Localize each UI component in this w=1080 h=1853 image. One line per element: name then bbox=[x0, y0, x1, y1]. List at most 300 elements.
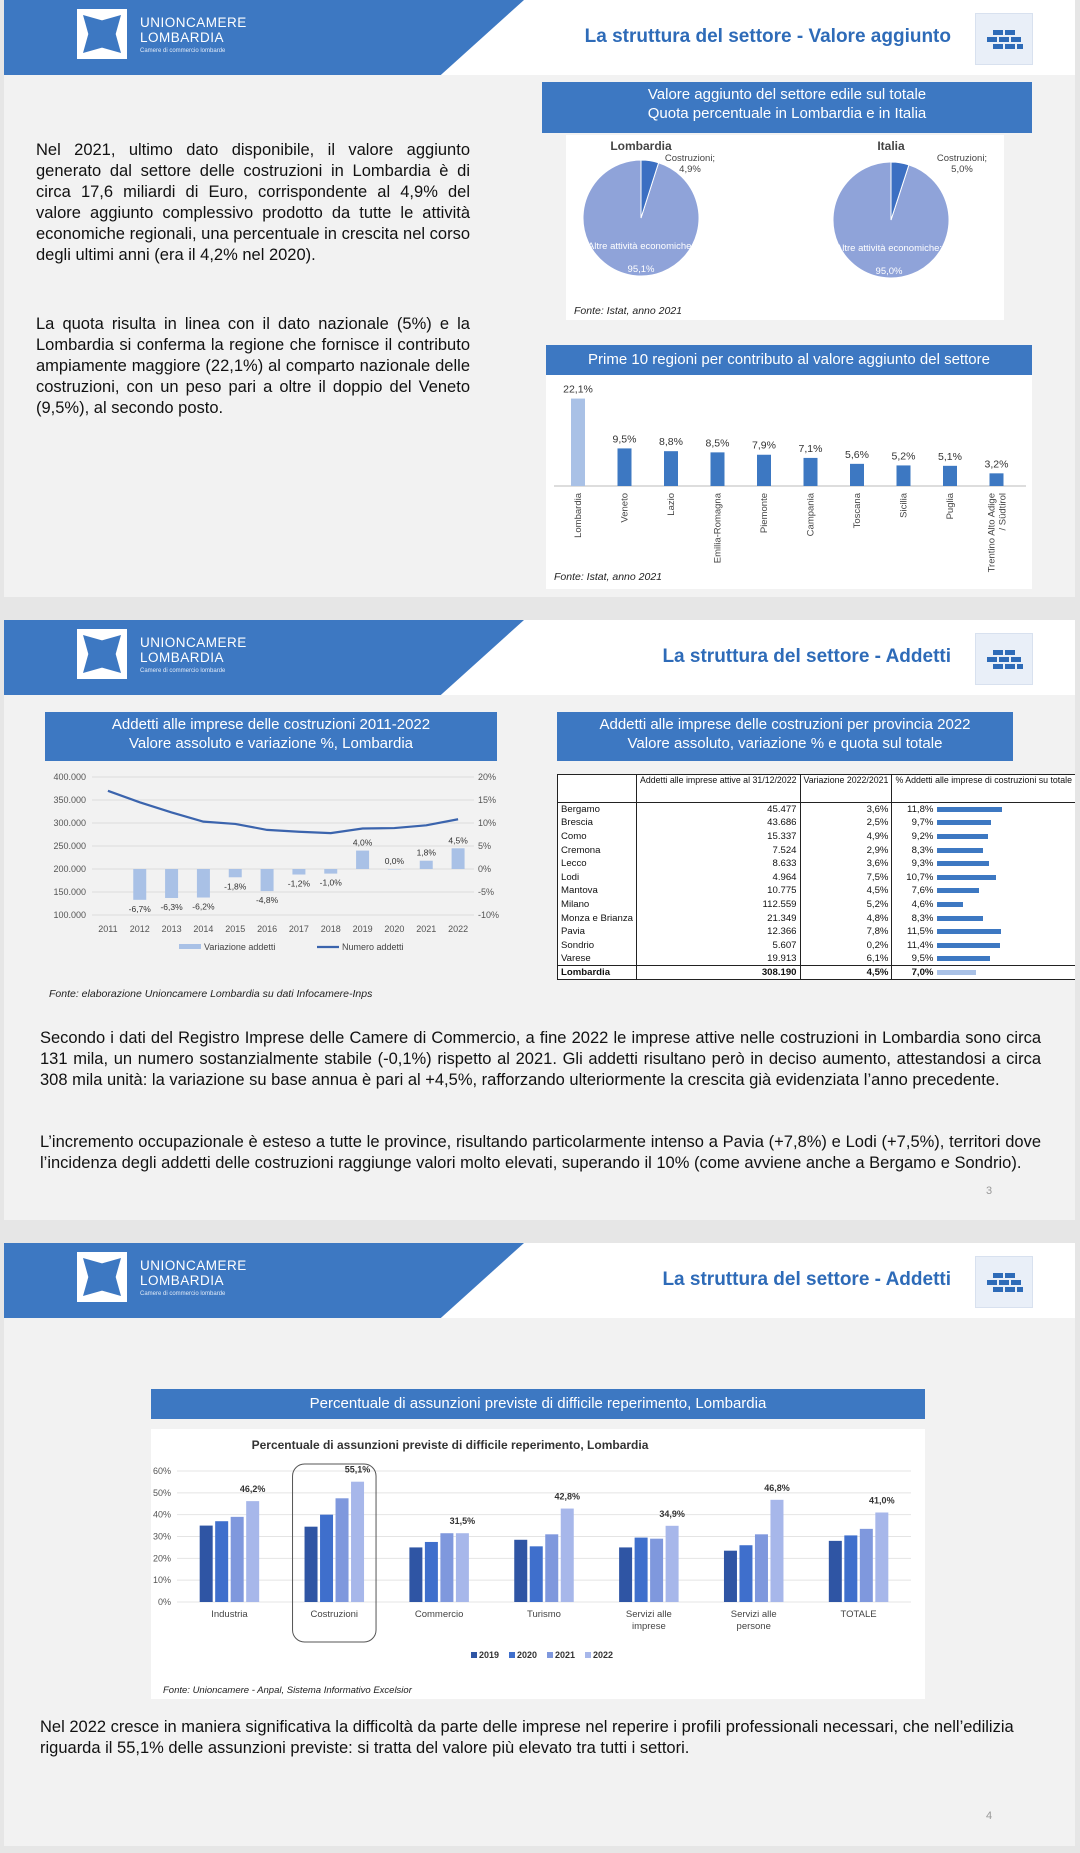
regions-category-label bbox=[573, 492, 584, 538]
table-cell-var: 4,9% bbox=[800, 830, 892, 844]
bricks-icon bbox=[975, 13, 1033, 65]
table-cell-addetti: 308.190 bbox=[637, 966, 801, 980]
slide-valore-aggiunto bbox=[4, 0, 1075, 597]
combo-value-label: -4,8% bbox=[255, 895, 279, 906]
difficile-bar-2020 bbox=[320, 1515, 333, 1602]
regions-value-label: 5,1% bbox=[938, 450, 962, 463]
combo-right-tick: -5% bbox=[478, 887, 495, 897]
regions-bar bbox=[711, 452, 725, 486]
slide-header bbox=[4, 1243, 1075, 1318]
difficile-bar-2020 bbox=[844, 1535, 857, 1602]
regions-category-label bbox=[620, 493, 631, 523]
combo-x-tick: 2022 bbox=[448, 924, 469, 934]
combo-bar bbox=[197, 869, 210, 898]
regions-value-label: 7,1% bbox=[798, 442, 823, 455]
table-row bbox=[558, 884, 1076, 898]
table-row bbox=[558, 911, 1076, 925]
table-cell-quota-text: 8,3% bbox=[911, 844, 934, 856]
province-table bbox=[557, 774, 1075, 980]
table-cell-quota-text: 11,8% bbox=[906, 804, 934, 816]
table-quota-bar bbox=[937, 875, 996, 880]
table-cell-addetti: 12.366 bbox=[637, 925, 801, 939]
difficile-bar-2021 bbox=[336, 1498, 349, 1602]
difficile-bar-2019 bbox=[305, 1527, 318, 1602]
regions-bar bbox=[571, 399, 585, 486]
combo-value-label: 4,0% bbox=[352, 837, 373, 848]
table-cell-prov: Bergamo bbox=[558, 803, 637, 817]
difficile-chart-panel bbox=[151, 1429, 925, 1699]
table-cell-var: 4,5% bbox=[800, 884, 892, 898]
combo-bar bbox=[356, 851, 369, 869]
table-cell-var: 3,6% bbox=[800, 803, 892, 817]
difficile-category-label: imprese bbox=[631, 1621, 666, 1632]
difficile-value-label: 46,2% bbox=[239, 1484, 266, 1495]
legend-swatch-2021 bbox=[547, 1652, 553, 1658]
table-cell-prov: Lecco bbox=[558, 857, 637, 871]
combo-x-tick: 2015 bbox=[225, 924, 246, 934]
table-cell-prov: Lombardia bbox=[558, 966, 637, 980]
table-cell-prov: Pavia bbox=[558, 925, 637, 939]
combo-bar bbox=[388, 869, 401, 870]
combo-line-numero-addetti bbox=[108, 791, 458, 833]
table-cell-prov: Lodi bbox=[558, 870, 637, 884]
table-header-variazione: Variazione 2022/2021 bbox=[800, 775, 892, 803]
regions-category-label bbox=[713, 492, 724, 563]
difficile-bar-2022 bbox=[770, 1500, 783, 1602]
combo-bar bbox=[292, 869, 305, 875]
table-cell-prov: Monza e Brianza bbox=[558, 911, 637, 925]
table-cell-addetti: 8.633 bbox=[637, 857, 801, 871]
intro-paragraph-1: Nel 2021, ultimo dato disponibile, il valore aggiunto generato dal settore delle costruzioni in Lombardia è di circa 17,6 miliardi di Euro, corrispondente al 4,9% del valore aggiunto complessivo prodotto da tutte le attività economiche regionali, una percentuale in crescita nel corso degli ultimi anni (era il 4,2% nel 2020). bbox=[36, 141, 470, 264]
difficile-category-label: TOTALE bbox=[840, 1609, 877, 1620]
regions-bar bbox=[804, 458, 818, 486]
legend-label-2021: 2021 bbox=[555, 1650, 576, 1660]
regions-bar-chart bbox=[546, 375, 1032, 589]
table-row bbox=[558, 870, 1076, 884]
pie-italia-value-altre: 95,0% bbox=[875, 266, 903, 277]
table-cell-var: 7,5% bbox=[800, 870, 892, 884]
table-cell-var: 5,2% bbox=[800, 898, 892, 912]
legend-label-2019: 2019 bbox=[479, 1650, 500, 1660]
table-header-quota: % Addetti alle imprese di costruzioni su totale bbox=[892, 775, 1075, 803]
combo-value-label: -6,3% bbox=[160, 901, 183, 912]
table-cell-quota bbox=[892, 898, 1075, 912]
brand-tagline: Camere di commercio lombarde bbox=[140, 668, 226, 674]
table-cell-quota bbox=[892, 966, 1075, 980]
regions-value-label: 5,6% bbox=[845, 448, 869, 461]
province-table-title: Addetti alle imprese delle costruzioni per provincia 2022 Valore assoluto, variazione % e quota sul totale bbox=[557, 712, 1013, 761]
brand-name: UNIONCAMERE LOMBARDIA bbox=[140, 1258, 247, 1288]
regions-category-text: Puglia bbox=[945, 493, 956, 520]
combo-x-tick: 2017 bbox=[288, 924, 309, 934]
regions-bar bbox=[757, 455, 771, 486]
regions-bar bbox=[664, 451, 678, 486]
difficile-bar-2022 bbox=[351, 1482, 364, 1602]
difficile-value-label: 46,8% bbox=[764, 1482, 790, 1493]
table-row bbox=[558, 830, 1076, 844]
regions-category-text: Lazio bbox=[666, 493, 677, 516]
combo-value-label: -1,0% bbox=[319, 877, 342, 888]
addetti-combo-chart bbox=[34, 770, 514, 920]
legend-swatch-variazione bbox=[179, 944, 201, 949]
slide-title: La struttura del settore - Addetti bbox=[662, 1269, 951, 1290]
table-cell-prov: Brescia bbox=[558, 816, 637, 830]
table-cell-var: 7,8% bbox=[800, 925, 892, 939]
difficile-bar-2021 bbox=[755, 1534, 768, 1602]
difficile-chart-inner-title: Percentuale di assunzioni previste di difficile reperimento, Lombardia bbox=[251, 1438, 649, 1452]
combo-bar bbox=[420, 861, 433, 869]
combo-right-tick: 20% bbox=[478, 772, 497, 782]
table-quota-bar bbox=[937, 807, 1002, 812]
combo-left-tick: 350.000 bbox=[53, 795, 86, 805]
combo-x-tick: 2016 bbox=[257, 924, 278, 934]
table-quota-bar bbox=[937, 820, 990, 825]
table-cell-prov: Milano bbox=[558, 898, 637, 912]
difficile-bar-2020 bbox=[635, 1538, 648, 1602]
legend-label-2020: 2020 bbox=[517, 1650, 538, 1660]
table-cell-var: 3,6% bbox=[800, 857, 892, 871]
difficile-category-label: Turismo bbox=[527, 1609, 561, 1620]
pie-chart-title: Valore aggiunto del settore edile sul totale Quota percentuale in Lombardia e in Italia bbox=[542, 82, 1032, 133]
difficile-bar-2019 bbox=[200, 1526, 213, 1602]
combo-value-label: 4,5% bbox=[448, 835, 468, 846]
difficile-bar-2022 bbox=[666, 1526, 679, 1602]
table-quota-bar bbox=[937, 970, 976, 975]
combo-right-tick: -10% bbox=[478, 910, 500, 920]
slide-title: La struttura del settore - Addetti bbox=[662, 646, 951, 667]
combo-left-tick: 200.000 bbox=[53, 864, 86, 874]
regions-bar bbox=[990, 473, 1004, 486]
combo-x-tick: 2014 bbox=[193, 924, 214, 934]
regions-source: Fonte: Istat, anno 2021 bbox=[554, 571, 662, 583]
table-quota-bar bbox=[937, 888, 979, 893]
table-cell-prov: Cremona bbox=[558, 843, 637, 857]
table-cell-addetti: 10.775 bbox=[637, 884, 801, 898]
regions-category-text: Veneto bbox=[619, 493, 631, 523]
difficile-bar-2019 bbox=[724, 1551, 737, 1602]
table-cell-addetti: 15.337 bbox=[637, 830, 801, 844]
unioncamere-logo bbox=[77, 629, 127, 679]
regions-category-label bbox=[806, 492, 817, 536]
table-row bbox=[558, 925, 1076, 939]
slide-difficile-reperimento bbox=[4, 1243, 1075, 1846]
table-cell-var: 4,8% bbox=[800, 911, 892, 925]
difficile-category-label: Costruzioni bbox=[310, 1609, 359, 1620]
difficile-bar-2019 bbox=[829, 1541, 842, 1602]
legend-swatch-2022 bbox=[585, 1652, 591, 1658]
combo-bar bbox=[324, 869, 337, 874]
regions-category-label bbox=[759, 493, 770, 533]
difficile-bar-chart bbox=[151, 1429, 925, 1699]
combo-left-tick: 100.000 bbox=[53, 910, 86, 920]
pie-lombardia-value-costruzioni: 4,9% bbox=[679, 164, 701, 175]
pie-italia-value-costruzioni: 5,0% bbox=[951, 164, 973, 175]
regions-category-text: Trentino Alto Adige bbox=[986, 493, 998, 573]
difficile-category-label: persone bbox=[736, 1621, 771, 1632]
slide-title: La struttura del settore - Valore aggiunto bbox=[584, 26, 951, 47]
difficile-value-label: 55,1% bbox=[344, 1464, 371, 1475]
pie-chart-panel bbox=[566, 135, 1004, 320]
legend-swatch-2020 bbox=[509, 1652, 515, 1658]
difficile-bar-2021 bbox=[440, 1533, 453, 1602]
combo-value-label: -6,7% bbox=[128, 903, 151, 914]
regions-category-text: Emilia-Romagna bbox=[712, 493, 724, 564]
table-cell-quota-text: 4,6% bbox=[911, 898, 934, 910]
unioncamere-logo bbox=[77, 1252, 127, 1302]
difficile-bar-2020 bbox=[739, 1545, 752, 1602]
brand-name: UNIONCAMERE LOMBARDIA bbox=[140, 15, 247, 45]
combo-value-label: -1,2% bbox=[287, 878, 311, 889]
table-cell-addetti: 45.477 bbox=[637, 803, 801, 817]
regions-value-label: 3,2% bbox=[984, 458, 1009, 471]
difficile-value-label: 42,8% bbox=[554, 1491, 581, 1502]
table-cell-quota bbox=[892, 884, 1075, 898]
table-cell-addetti: 7.524 bbox=[637, 843, 801, 857]
regions-value-label: 9,5% bbox=[612, 433, 637, 446]
table-cell-var: 0,2% bbox=[800, 938, 892, 952]
combo-bar bbox=[261, 869, 274, 891]
table-header-row bbox=[558, 775, 1076, 803]
table-cell-quota bbox=[892, 938, 1075, 952]
slide-header bbox=[4, 0, 1075, 75]
table-cell-addetti: 43.686 bbox=[637, 816, 801, 830]
regions-chart-panel bbox=[546, 375, 1032, 589]
combo-value-label: -6,2% bbox=[192, 901, 215, 912]
regions-bar bbox=[618, 448, 632, 486]
pie-italia-title: Italia bbox=[877, 139, 905, 153]
difficile-bar-2020 bbox=[425, 1542, 438, 1602]
bricks-icon bbox=[975, 633, 1033, 685]
addetti-chart-title: Addetti alle imprese delle costruzioni 2011-2022 Valore assoluto e variazione %, Lombardia bbox=[45, 712, 497, 761]
difficile-bar-2022 bbox=[246, 1501, 259, 1602]
table-cell-quota bbox=[892, 911, 1075, 925]
difficile-paragraph: Nel 2022 cresce in maniera significativa la difficoltà da parte delle imprese nel reperire i profili professionali necessari, che nell’edilizia riguarda il 55,1% delle assunzioni previste: si tratta del valore più elevato tra tutti i settori. bbox=[40, 1718, 1014, 1757]
difficile-value-label: 34,9% bbox=[659, 1508, 685, 1519]
unioncamere-logo bbox=[77, 9, 127, 59]
intro-paragraph-2: La quota risulta in linea con il dato nazionale (5%) e la Lombardia si conferma la regione che fornisce il contributo ampiamente maggiore (22,1%) al comparto nazionale delle costruzioni, con un peso pari a oltre il doppio del Veneto (9,5%), al secondo posto. bbox=[36, 315, 470, 417]
regions-category-text: Piemonte bbox=[759, 493, 770, 534]
table-cell-quota-text: 7,6% bbox=[911, 885, 934, 897]
difficile-bar-2021 bbox=[231, 1517, 244, 1602]
difficile-bar-2020 bbox=[215, 1521, 228, 1602]
regions-category-label bbox=[945, 492, 956, 519]
table-cell-quota bbox=[892, 925, 1075, 939]
difficile-bar-2022 bbox=[875, 1512, 888, 1602]
difficile-value-label: 31,5% bbox=[449, 1516, 476, 1527]
slide-addetti bbox=[4, 620, 1075, 1220]
regions-category-text: Toscana bbox=[852, 493, 863, 529]
regions-value-label: 22,1% bbox=[563, 383, 593, 396]
combo-bar bbox=[229, 869, 242, 877]
combo-left-tick: 300.000 bbox=[53, 818, 86, 828]
page-number: 4 bbox=[986, 1810, 993, 1822]
pie-italia bbox=[833, 162, 949, 278]
pie-lombardia-label-costruzioni: Costruzioni; bbox=[664, 153, 716, 164]
table-row bbox=[558, 816, 1076, 830]
combo-value-label: 0,0% bbox=[384, 856, 405, 866]
table-row bbox=[558, 938, 1076, 952]
difficile-value-label: 41,0% bbox=[869, 1495, 895, 1506]
difficile-y-tick: 0% bbox=[157, 1597, 171, 1607]
table-row bbox=[558, 857, 1076, 871]
difficile-y-tick: 50% bbox=[152, 1487, 171, 1498]
regions-category-label bbox=[852, 492, 863, 528]
table-quota-bar bbox=[937, 929, 1000, 934]
combo-left-tick: 400.000 bbox=[53, 772, 86, 782]
table-cell-quota-text: 9,7% bbox=[911, 817, 934, 829]
table-cell-quota bbox=[892, 816, 1075, 830]
table-quota-bar bbox=[937, 834, 988, 839]
legend-label-numero: Numero addetti bbox=[342, 942, 404, 952]
regions-category-text: Campania bbox=[805, 493, 817, 537]
difficile-bar-2021 bbox=[650, 1539, 663, 1602]
difficile-bar-2021 bbox=[545, 1534, 558, 1602]
table-cell-var: 2,5% bbox=[800, 816, 892, 830]
regions-category-text: / Südtirol bbox=[997, 493, 1009, 531]
regions-category-label bbox=[666, 493, 677, 516]
combo-value-label: -1,8% bbox=[224, 881, 247, 892]
table-quota-bar bbox=[937, 943, 1000, 948]
combo-bar bbox=[133, 869, 146, 900]
combo-x-tick: 2020 bbox=[384, 924, 405, 934]
pie-italia-label-altre: Altre attività economiche; bbox=[835, 243, 943, 254]
difficile-category-label: Servizi alle bbox=[625, 1609, 672, 1620]
addetti-source: Fonte: elaborazione Unioncamere Lombardia su dati Infocamere-Inps bbox=[49, 988, 373, 1000]
combo-value-label: 1,8% bbox=[416, 847, 436, 858]
pie-lombardia bbox=[583, 160, 699, 276]
brand-tagline: Camere di commercio lombarde bbox=[140, 48, 226, 54]
pie-lombardia-value-altre: 95,1% bbox=[627, 264, 655, 275]
table-cell-prov: Como bbox=[558, 830, 637, 844]
difficile-category-label: Industria bbox=[211, 1609, 248, 1620]
difficile-y-tick: 10% bbox=[152, 1575, 171, 1586]
table-cell-quota bbox=[892, 952, 1075, 966]
table-header-provincia bbox=[558, 775, 637, 803]
pie-lombardia-label-altre: Altre attività economiche; bbox=[587, 241, 695, 252]
combo-x-tick: 2013 bbox=[161, 924, 182, 934]
table-cell-quota-text: 11,4% bbox=[906, 939, 934, 951]
table-quota-bar bbox=[937, 916, 983, 921]
bricks-icon bbox=[975, 1256, 1033, 1308]
table-cell-quota-text: 8,3% bbox=[911, 912, 934, 924]
table-cell-prov: Mantova bbox=[558, 884, 637, 898]
difficile-bar-2019 bbox=[409, 1547, 422, 1602]
table-cell-addetti: 112.559 bbox=[637, 898, 801, 912]
table-cell-quota-text: 7,0% bbox=[911, 967, 934, 979]
table-quota-bar bbox=[937, 956, 989, 961]
legend-label-2022: 2022 bbox=[593, 1650, 614, 1660]
combo-right-tick: 0% bbox=[478, 864, 492, 874]
addetti-paragraph-1: Secondo i dati del Registro Imprese delle Camere di Commercio, a fine 2022 le imprese attive nelle costruzioni in Lombardia sono circa 131 mila, un numero sostanzialmente stabile (-0,1%) rispetto al 2021. Gli addetti risultano però in deciso aumento, attestandosi a circa 308 mila unità: la variazione su base annua è pari al +4,5%, rafforzando ulteriormente la crescita già evidenziata l’anno precedente. bbox=[40, 1029, 1041, 1089]
table-row bbox=[558, 898, 1076, 912]
brand-tagline: Camere di commercio lombarde bbox=[140, 1291, 226, 1297]
table-cell-quota bbox=[892, 803, 1075, 817]
table-cell-var: 4,5% bbox=[800, 966, 892, 980]
regions-value-label: 8,8% bbox=[659, 436, 683, 449]
difficile-y-tick: 30% bbox=[152, 1531, 171, 1542]
table-cell-prov: Varese bbox=[558, 952, 637, 966]
addetti-chart-panel bbox=[34, 770, 514, 972]
table-cell-quota bbox=[892, 830, 1075, 844]
table-row bbox=[558, 803, 1076, 817]
table-quota-bar bbox=[937, 902, 962, 907]
table-quota-bar bbox=[937, 848, 983, 853]
table-header-addetti: Addetti alle imprese attive al 31/12/2022 bbox=[637, 775, 801, 803]
difficile-y-tick: 60% bbox=[152, 1466, 171, 1476]
table-cell-addetti: 5.607 bbox=[637, 938, 801, 952]
regions-bar bbox=[897, 465, 911, 486]
table-cell-prov: Sondrio bbox=[558, 938, 637, 952]
combo-x-tick: 2011 bbox=[98, 924, 118, 934]
regions-value-label: 7,9% bbox=[752, 439, 776, 452]
regions-bar bbox=[850, 464, 864, 486]
pie-source: Fonte: Istat, anno 2021 bbox=[574, 305, 682, 317]
table-cell-var: 6,1% bbox=[800, 952, 892, 966]
difficile-bar-2021 bbox=[860, 1529, 873, 1602]
combo-x-tick: 2012 bbox=[129, 924, 150, 934]
regions-category-text: Lombardia bbox=[573, 493, 584, 538]
combo-right-tick: 5% bbox=[478, 841, 492, 851]
table-cell-quota bbox=[892, 843, 1075, 857]
table-cell-quota bbox=[892, 870, 1075, 884]
page-number: 3 bbox=[986, 1185, 993, 1197]
table-cell-quota bbox=[892, 857, 1075, 871]
regions-category-label bbox=[987, 493, 1009, 572]
legend-label-variazione: Variazione addetti bbox=[204, 942, 276, 952]
combo-left-tick: 150.000 bbox=[53, 887, 86, 897]
slide-header bbox=[4, 620, 1075, 695]
difficile-bar-2019 bbox=[619, 1547, 632, 1602]
difficile-y-tick: 40% bbox=[152, 1509, 171, 1520]
table-cell-addetti: 21.349 bbox=[637, 911, 801, 925]
table-cell-addetti: 4.964 bbox=[637, 870, 801, 884]
regions-value-label: 8,5% bbox=[705, 437, 730, 450]
difficile-source: Fonte: Unioncamere - Anpal, Sistema Informativo Excelsior bbox=[163, 1685, 412, 1696]
table-row bbox=[558, 843, 1076, 857]
combo-right-tick: 10% bbox=[478, 818, 497, 828]
brand-name: UNIONCAMERE LOMBARDIA bbox=[140, 635, 247, 665]
difficile-bar-2020 bbox=[530, 1546, 543, 1602]
regions-chart-title: Prime 10 regioni per contributo al valore aggiunto del settore bbox=[546, 345, 1032, 375]
combo-axis-strip bbox=[34, 920, 514, 960]
table-cell-quota-text: 9,5% bbox=[911, 953, 934, 965]
table-cell-addetti: 19.913 bbox=[637, 952, 801, 966]
combo-left-tick: 250.000 bbox=[53, 841, 86, 851]
table-quota-bar bbox=[937, 861, 988, 866]
table-cell-quota-text: 9,3% bbox=[911, 858, 934, 870]
legend-swatch-2019 bbox=[471, 1652, 477, 1658]
regions-category-label bbox=[899, 492, 910, 518]
difficile-bar-2022 bbox=[456, 1533, 469, 1602]
combo-x-tick: 2019 bbox=[352, 924, 373, 934]
combo-x-tick: 2021 bbox=[416, 924, 437, 934]
pie-lombardia-title: Lombardia bbox=[610, 139, 672, 153]
table-cell-quota-text: 10,7% bbox=[906, 871, 934, 883]
combo-x-tick: 2018 bbox=[320, 924, 341, 934]
table-cell-quota-text: 11,5% bbox=[906, 926, 934, 938]
difficile-bar-2022 bbox=[561, 1509, 574, 1602]
table-cell-quota-text: 9,2% bbox=[911, 830, 934, 842]
combo-bar bbox=[452, 848, 465, 869]
difficile-chart-title: Percentuale di assunzioni previste di difficile reperimento, Lombardia bbox=[151, 1389, 925, 1419]
difficile-bar-2019 bbox=[514, 1540, 527, 1602]
table-cell-var: 2,9% bbox=[800, 843, 892, 857]
difficile-category-label: Servizi alle bbox=[730, 1609, 777, 1620]
table-row bbox=[558, 966, 1076, 980]
regions-bar bbox=[943, 466, 957, 486]
addetti-paragraph-2: L’incremento occupazionale è esteso a tutte le province, risultando particolarmente intenso a Pavia (+7,8%) e Lodi (+7,5%), territori dove l’incidenza degli addetti delle costruzioni raggiunge valori molto elevati, superando il 10% (come avviene anche a Bergamo e Sondrio). bbox=[40, 1133, 1041, 1172]
regions-value-label: 5,2% bbox=[891, 450, 916, 463]
